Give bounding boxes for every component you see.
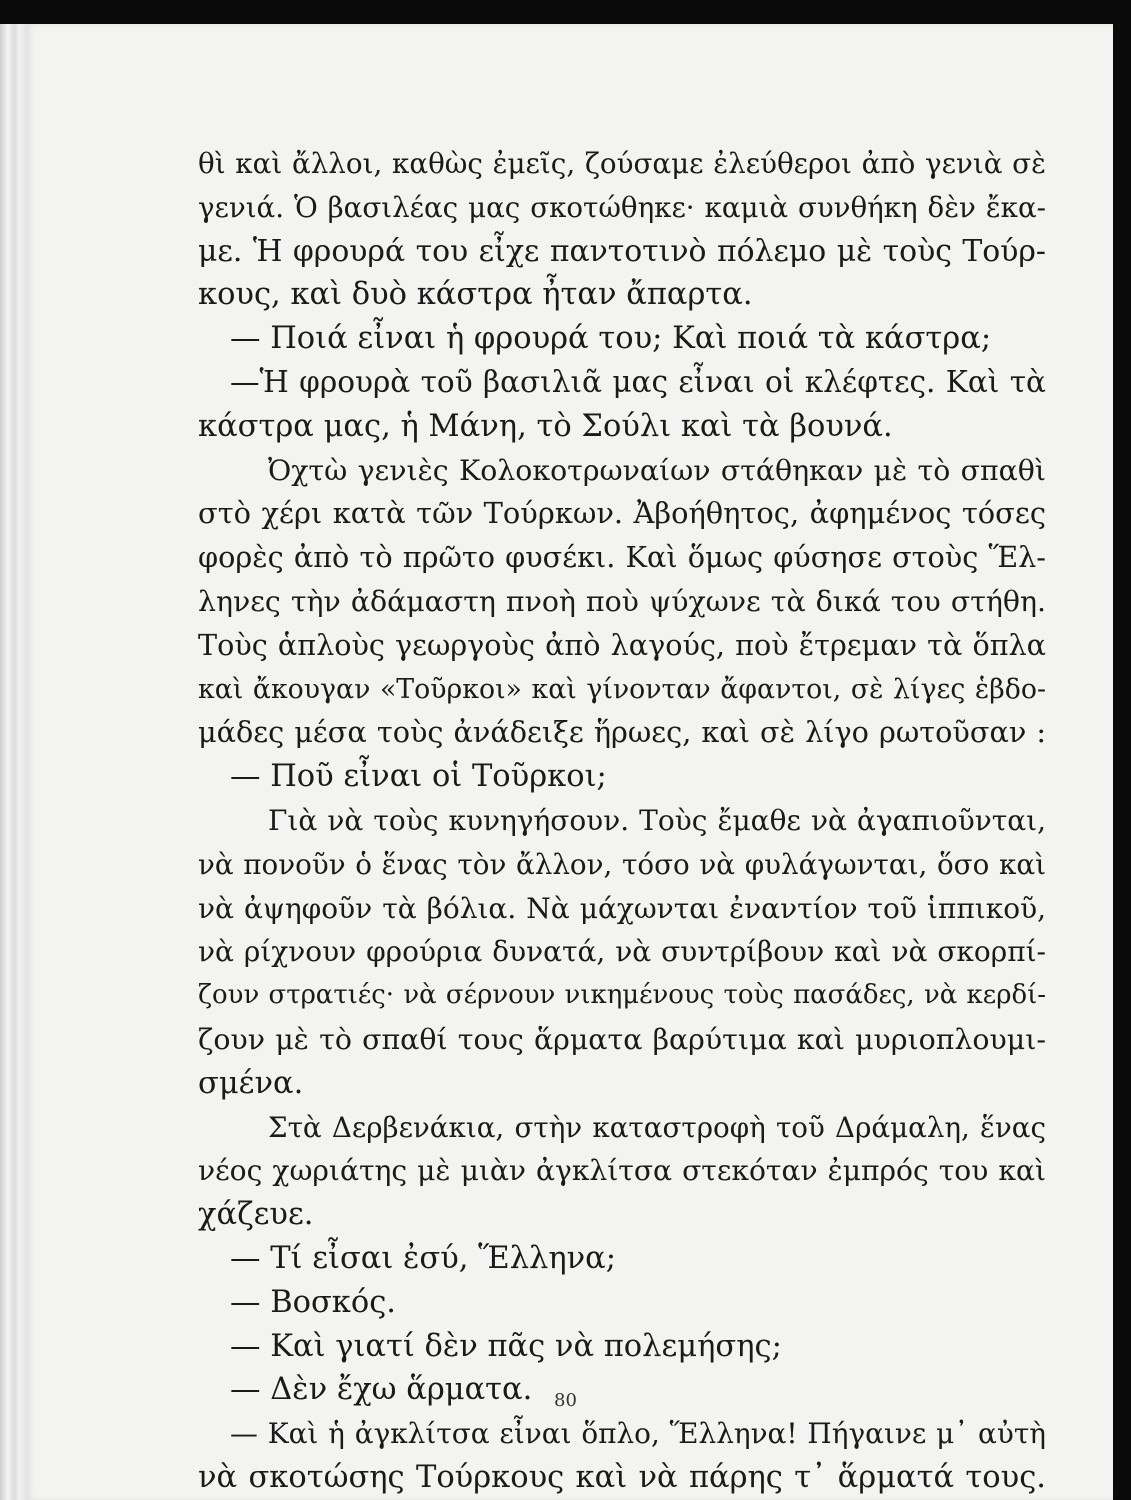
text-line: φορὲς ἀπὸ τὸ πρῶτο φυσέκι. Καὶ ὅμως φύσησε στοὺς Ἕλ- (198, 540, 1046, 575)
dialogue-line: —Ἡ φρουρὰ τοῦ βασιλιᾶ μας εἶναι οἱ κλέφτες. Καὶ τὰ (230, 364, 1046, 399)
scan-top-border (0, 0, 1131, 24)
page-stack-edge (0, 24, 26, 1500)
text-line: μάδες μέσα τοὺς ἀνάδειξε ἥρωες, καὶ σὲ λίγο ρωτοῦσαν : (198, 715, 1046, 750)
text-line: νὰ ρίχνουν φρούρια δυνατά, νὰ συντρίβουν καὶ νὰ σκορπί- (198, 935, 1046, 969)
page-number: 80 (554, 1390, 577, 1411)
text-line: νὰ ἀψηφοῦν τὰ βόλια. Νὰ μάχωνται ἐναντίον τοῦ ἱππικοῦ, (198, 891, 1046, 925)
dialogue-line: — Ποῦ εἶναι οἱ Τοῦρκοι; (230, 759, 607, 795)
text-line: Τοὺς ἁπλοὺς γεωργοὺς ἀπὸ λαγούς, ποὺ ἔτρεμαν τὰ ὅπλα (198, 627, 1046, 662)
text-line: στὸ χέρι κατὰ τῶν Τούρκων. Ἀβοήθητος, ἀφημένος τόσες (198, 496, 1046, 531)
dialogue-line: — Βοσκός. (230, 1284, 396, 1320)
dialogue-line: — Καὶ γιατί δὲν πᾶς νὰ πολεμήσης; (230, 1328, 782, 1364)
paragraph-start: Γιὰ νὰ τοὺς κυνηγήσουν. Τοὺς ἔμαθε νὰ ἀγαπιοῦνται, (268, 803, 1046, 837)
dialogue-line: — Τί εἶσαι ἐσύ, Ἕλληνα; (230, 1240, 617, 1276)
text-line: θὶ καὶ ἄλλοι, καθὼς ἐμεῖς, ζούσαμε ἐλεύθεροι ἀπὸ γενιὰ σὲ (198, 147, 1046, 180)
text-line: νὰ σκοτώσης Τούρκους καὶ νὰ πάρης τ᾽ ἅρματά τους. (198, 1459, 1046, 1495)
text-line: ζουν στρατιές· νὰ σέρνουν νικημένους τοὺς πασάδες, νὰ κερδί- (198, 980, 1046, 1011)
text-line: νέος χωριάτης μὲ μιὰν ἀγκλίτσα στεκόταν ἐμπρός του καὶ (198, 1154, 1046, 1188)
text-line: καὶ ἄκουγαν «Τοῦρκοι» καὶ γίνονταν ἄφαντοι, σὲ λίγες ἑβδο- (198, 673, 1046, 705)
text-line: κους, καὶ δυὸ κάστρα ἦταν ἄπαρτα. (198, 277, 753, 313)
paragraph-start: Στὰ Δερβενάκια, στὴν καταστροφὴ τοῦ Δράμαλη, ἕνας (268, 1110, 1046, 1144)
dialogue-line: — Ποιά εἶναι ἡ φρουρά του; Καὶ ποιά τὰ κάστρα; (230, 321, 992, 357)
dialogue-line: — Δὲν ἔχω ἅρματα. (230, 1372, 533, 1408)
text-line: νὰ πονοῦν ὁ ἕνας τὸν ἄλλον, τόσο νὰ φυλάγωνται, ὅσο καὶ (198, 847, 1046, 881)
text-line: με. Ἡ φρουρά του εἶχε παντοτινὸ πόλεμο μὲ τοὺς Τούρ- (198, 233, 1046, 269)
text-line: ζουν μὲ τὸ σπαθί τους ἅρματα βαρύτιμα καὶ μυριοπλουμι- (198, 1022, 1046, 1056)
text-line: ληνες τὴν ἀδάμαστη πνοὴ ποὺ ψύχωνε τὰ δικά του στήθη. (198, 584, 1046, 618)
text-line: γενιά. Ὁ βασιλέας μας σκοτώθηκε· καμιὰ συνθήκη δὲν ἔκα- (198, 190, 1046, 224)
body-text (198, 142, 1046, 1500)
scan-right-border (1113, 0, 1131, 1500)
text-line: κάστρα μας, ἡ Μάνη, τὸ Σούλι καὶ τὰ βουνά. (198, 408, 893, 444)
paragraph-start: Ὀχτὼ γενιὲς Κολοκοτρωναίων στάθηκαν μὲ τὸ σπαθὶ (268, 453, 1046, 487)
text-line: χάζευε. (198, 1197, 314, 1233)
text-line: σμένα. (198, 1065, 304, 1101)
dialogue-line: — Καὶ ἡ ἀγκλίτσα εἶναι ὅπλο, Ἕλληνα! Πήγαινε μ᾽ αὐτὴ (230, 1417, 1046, 1451)
